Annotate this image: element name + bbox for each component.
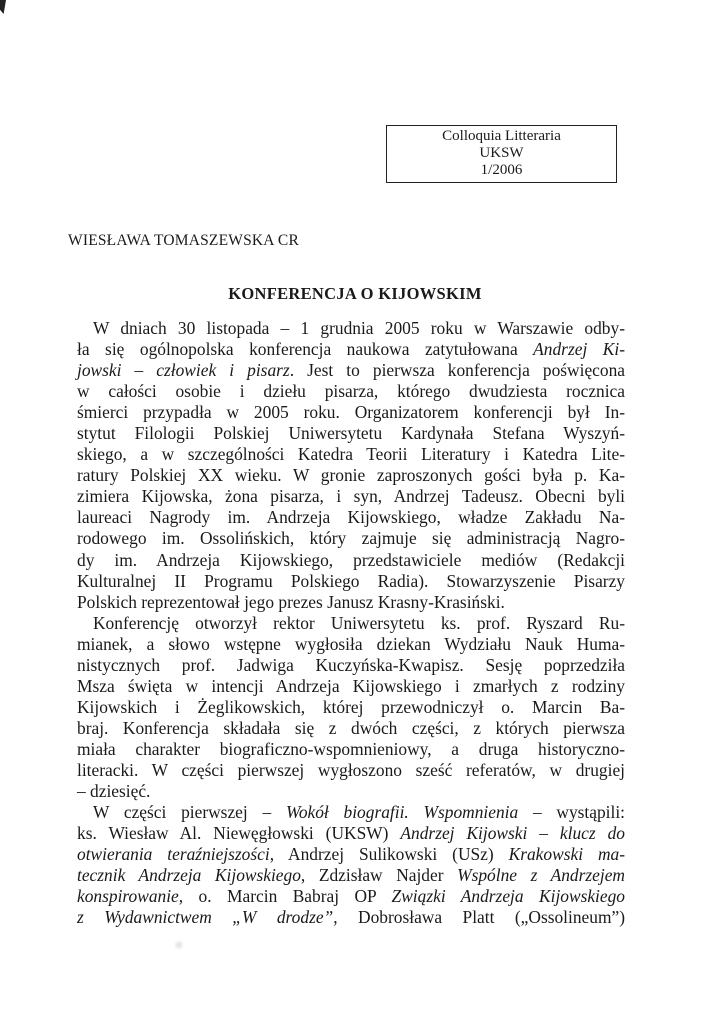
body-line: ratury Polskiej XX wieku. W gronie zaproszonych gości była p. Ka-	[77, 465, 625, 486]
journal-issue: 1/2006	[480, 162, 523, 178]
article-author: WIESŁAWA TOMASZEWSKA CR	[68, 232, 299, 249]
scan-corner-mark	[0, 0, 6, 14]
scan-artifact	[172, 940, 186, 950]
article-body	[77, 318, 625, 928]
body-line: Konferencję otworzył rektor Uniwersytetu ks. prof. Ryszard Ru-	[93, 612, 625, 633]
body-line: rodowego im. Ossolińskich, który zajmuje się administracją Nagro-	[77, 528, 625, 549]
body-line: ks. Wiesław Al. Niewęgłowski (UKSW) Andrzej Kijowski – klucz do	[77, 823, 625, 844]
body-line: nistycznych prof. Jadwiga Kuczyńska-Kwapisz. Sesję poprzedziła	[77, 654, 625, 675]
body-line: Msza święta w intencji Andrzeja Kijowskiego i zmarłych z rodziny	[77, 675, 625, 696]
body-line: Polskich reprezentował jego prezes Janusz Krasny-Krasiński.	[77, 591, 505, 612]
journal-publisher: UKSW	[479, 145, 524, 161]
body-line: W dniach 30 listopada – 1 grudnia 2005 roku w Warszawie odby-	[93, 318, 625, 338]
body-line: w całości osobie i dziełu pisarza, którego dwudziesta rocznica	[77, 381, 625, 402]
body-line: ła się ogólnopolska konferencja naukowa zatytułowana Andrzej Ki-	[77, 339, 625, 360]
journal-info-box	[386, 125, 617, 183]
article-title: KONFERENCJA O KIJOWSKIM	[228, 284, 482, 303]
body-line: mianek, a słowo wstępne wygłosiła dziekan Wydziału Nauk Huma-	[77, 633, 625, 654]
body-line: śmierci przypadła w 2005 roku. Organizatorem konferencji był In-	[77, 402, 625, 423]
body-line: zimiera Kijowska, żona pisarza, i syn, Andrzej Tadeusz. Obecni byli	[77, 486, 625, 507]
journal-name: Colloquia Litteraria	[442, 128, 561, 144]
body-line: stytut Filologii Polskiej Uniwersytetu Kardynała Stefana Wyszyń-	[77, 423, 625, 444]
body-line: Kulturalnej II Programu Polskiego Radia). Stowarzyszenie Pisarzy	[77, 570, 625, 591]
body-line: literacki. W części pierwszej wygłoszono sześć referatów, w drugiej	[77, 759, 625, 780]
body-line: skiego, a w szczególności Katedra Teorii Literatury i Katedra Lite-	[77, 444, 625, 465]
body-line: miała charakter biograficzno-wspomnieniowy, a druga historyczno-	[77, 738, 625, 759]
body-line: – dziesięć.	[77, 781, 151, 802]
body-line: jowski – człowiek i pisarz. Jest to pierwsza konferencja poświęcona	[77, 360, 625, 381]
body-line: z Wydawnictwem „W drodze”, Dobrosława Platt („Ossolineum”)	[77, 907, 625, 928]
body-line: tecznik Andrzeja Kijowskiego, Zdzisław Najder Wspólne z Andrzejem	[77, 865, 625, 886]
body-line: braj. Konferencja składała się z dwóch części, z których pierwsza	[77, 717, 625, 738]
body-line: dy im. Andrzeja Kijowskiego, przedstawiciele mediów (Redakcji	[77, 549, 625, 570]
body-line: W części pierwszej – Wokół biografii. Wspomnienia – wystąpili:	[93, 802, 625, 823]
body-line: otwierania teraźniejszości, Andrzej Sulikowski (USz) Krakowski ma-	[77, 844, 625, 865]
body-line: Kijowskich i Żeglikowskich, której przewodniczył o. Marcin Ba-	[77, 696, 625, 717]
body-line: laureaci Nagrody im. Andrzeja Kijowskiego, władze Zakładu Na-	[77, 507, 625, 528]
body-line: konspirowanie, o. Marcin Babraj OP Związki Andrzeja Kijowskiego	[77, 886, 625, 907]
